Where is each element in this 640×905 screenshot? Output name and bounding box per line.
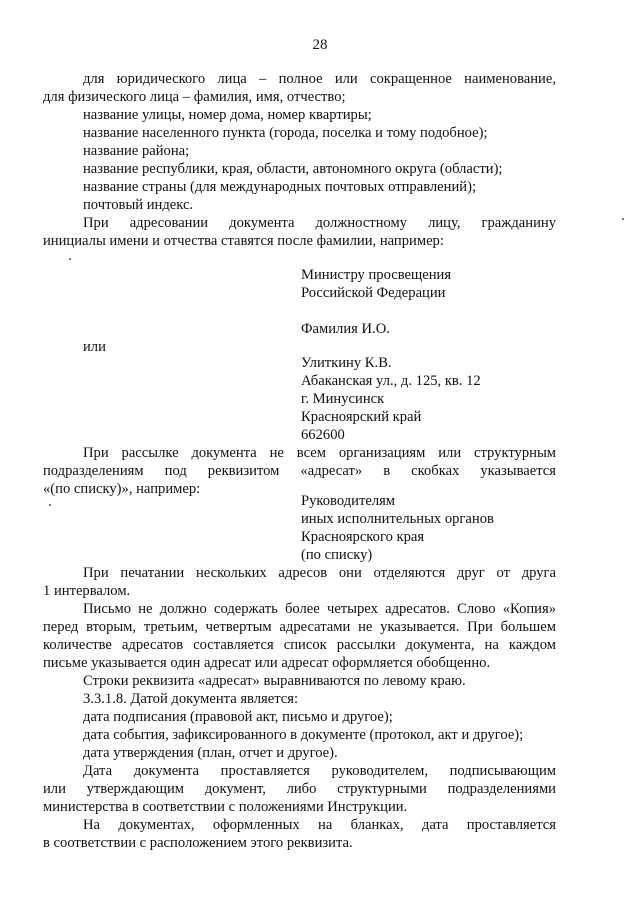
address-line: Министру просвещения	[301, 267, 452, 283]
text-line: При рассылке документа не всем организациям или структурным	[83, 445, 556, 461]
text-line: в соответствии с расположением этого реквизита.	[43, 835, 353, 851]
text-line: Дата документа проставляется руководителем, подписывающим	[83, 763, 556, 779]
address-line: Улиткину К.В.	[301, 355, 392, 371]
text-line: для физического лица – фамилия, имя, отчество;	[43, 89, 346, 105]
list-item: дата события, зафиксированного в документе (протокол, акт и другое);	[83, 727, 524, 743]
list-item: дата подписания (правовой акт, письмо и другое);	[83, 709, 393, 725]
text-line: перед вторым, третьим, четвертым адресатами не указывается. При большем	[43, 619, 556, 635]
text-line: название населенного пункта (города, поселка и тому подобное);	[83, 125, 488, 141]
address-line: иных исполнительных органов	[301, 511, 494, 527]
page-number: 28	[312, 37, 328, 53]
scan-speck	[49, 504, 51, 506]
text-line: название страны (для международных почтовых отправлений);	[83, 179, 476, 195]
text-line: При адресовании документа должностному лицу, гражданину	[83, 215, 556, 231]
text-line: «(по списку)», например:	[43, 481, 201, 497]
scan-speck	[69, 258, 71, 260]
text-line: Строки реквизита «адресат» выравниваются по левому краю.	[83, 673, 466, 689]
address-line: Российской Федерации	[301, 285, 446, 301]
text-line: подразделениям под реквизитом «адресат» в скобках указывается	[43, 463, 556, 479]
text-line: для юридического лица – полное или сокращенное наименование,	[83, 71, 556, 87]
text-line: инициалы имени и отчества ставятся после фамилии, например:	[43, 233, 444, 249]
text-line: Письмо не должно содержать более четырех адресатов. Слово «Копия»	[83, 601, 556, 617]
list-item: дата утверждения (план, отчет и другое).	[83, 745, 338, 761]
address-line: Руководителям	[301, 493, 396, 509]
text-line: или утверждающим документ, либо структурными подразделениями	[43, 781, 556, 797]
text-line: письме указывается один адресат или адресат оформляется обобщенно.	[43, 655, 491, 671]
address-line: (по списку)	[301, 547, 373, 563]
address-line: Красноярского края	[301, 529, 425, 545]
text-line: На документах, оформленных на бланках, дата проставляется	[83, 817, 556, 833]
address-name: Фамилия И.О.	[301, 321, 390, 337]
text-line: название района;	[83, 143, 190, 159]
or-word: или	[83, 339, 106, 355]
scan-speck	[622, 218, 624, 220]
text-line: 1 интервалом.	[43, 583, 131, 599]
text-line: министерства в соответствии с положениями Инструкции.	[43, 799, 408, 815]
address-line: Красноярский край	[301, 409, 422, 425]
text-line: количестве адресатов составляется список рассылки документа, на каждом	[43, 637, 556, 653]
section-heading: 3.3.1.8. Датой документа является:	[83, 691, 299, 707]
text-line: название республики, края, области, автономного округа (области);	[83, 161, 503, 177]
address-line: Абаканская ул., д. 125, кв. 12	[301, 373, 481, 389]
text-line: название улицы, номер дома, номер квартиры;	[83, 107, 372, 123]
text-line: почтовый индекс.	[83, 197, 194, 213]
text-line: При печатании нескольких адресов они отделяются друг от друга	[83, 565, 556, 581]
address-line: 662600	[301, 427, 345, 443]
address-line: г. Минусинск	[301, 391, 385, 407]
